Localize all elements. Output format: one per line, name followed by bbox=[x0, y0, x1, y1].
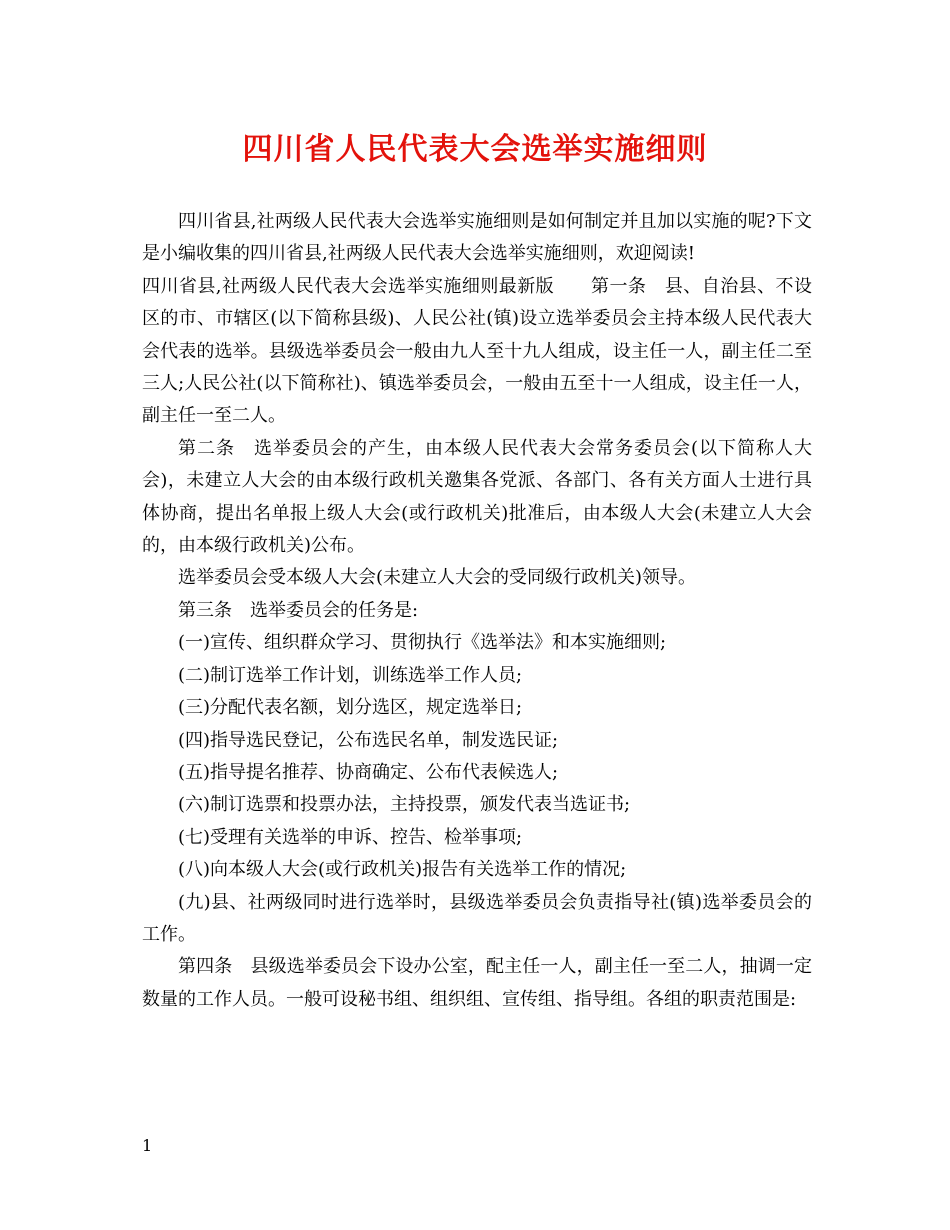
list-item: (六)制订选票和投票办法，主持投票，颁发代表当选证书; bbox=[178, 794, 631, 816]
list-item: (四)指导选民登记，公布选民名单，制发选民证; bbox=[178, 729, 559, 751]
page-number: 1 bbox=[142, 1136, 153, 1155]
list-item: (九)县、社两级同时进行选举时，县级选举委员会负责指导社(镇)选举委员会的工作。 bbox=[142, 891, 812, 945]
list-item: (三)分配代表名额，划分选区，规定选举日; bbox=[178, 697, 523, 719]
list-item: (二)制订选举工作计划，训练选举工作人员; bbox=[178, 664, 523, 686]
list-item: (五)指导提名推荐、协商确定、公布代表候选人; bbox=[178, 761, 559, 783]
paragraph: 第三条 选举委员会的任务是: bbox=[178, 599, 419, 621]
list-item: (七)受理有关选举的申诉、控告、检举事项; bbox=[178, 826, 523, 848]
paragraph: 四川省县,社两级人民代表大会选举实施细则最新版 第一条 县、自治县、不设区的市、市辖区(以下简称县级)、人民公社(镇)设立选举委员会主持本级人民代表大会代表的选举。县级选举委员会一般由九人至十九人组成，设主任一人，副主任二至三人;人民公社(以下简称社)、镇选举委员会，一般由五至十一人组成，设主任一人，副主任一至二人。 bbox=[142, 275, 812, 427]
document-body bbox=[142, 206, 812, 1016]
paragraph: 四川省县,社两级人民代表大会选举实施细则是如何制定并且加以实施的呢?下文是小编收集的四川省县,社两级人民代表大会选举实施细则，欢迎阅读! bbox=[142, 211, 812, 265]
list-item: (八)向本级人大会(或行政机关)报告有关选举工作的情况; bbox=[178, 859, 627, 881]
paragraph: 第二条 选举委员会的产生，由本级人民代表大会常务委员会(以下简称人大会)，未建立人大会的由本级行政机关邀集各党派、各部门、各有关方面人士进行具体协商，提出名单报上级人大会(或行政机关)批准后，由本级人大会(未建立人大会的，由本级行政机关)公布。 bbox=[142, 437, 812, 557]
document-title: 四川省人民代表大会选举实施细则 bbox=[242, 132, 708, 167]
list-item: (一)宣传、组织群众学习、贯彻执行《选举法》和本实施细则; bbox=[178, 632, 667, 654]
paragraph: 选举委员会受本级人大会(未建立人大会的受同级行政机关)领导。 bbox=[178, 567, 697, 589]
paragraph: 第四条 县级选举委员会下设办公室，配主任一人，副主任一至二人，抽调一定数量的工作人员。一般可设秘书组、组织组、宣传组、指导组。各组的职责范围是: bbox=[142, 956, 812, 1010]
